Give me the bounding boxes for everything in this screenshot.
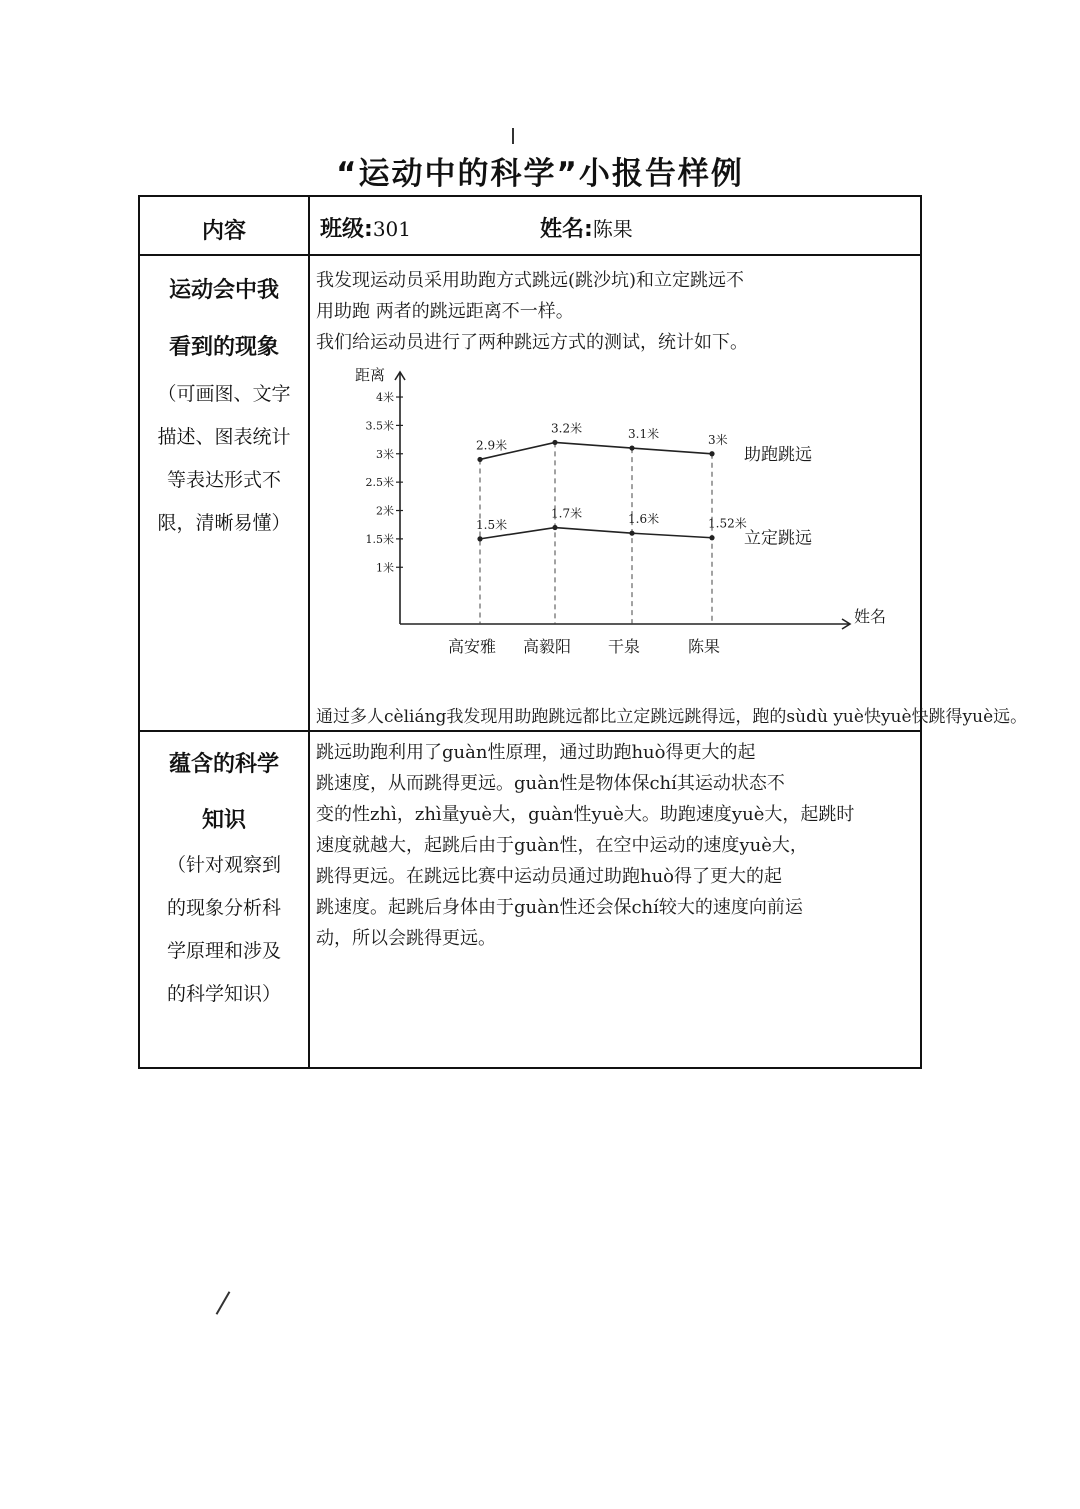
observation-text <box>316 265 920 358</box>
data-point <box>629 531 634 536</box>
section2-label-line2: 知识 <box>201 808 246 833</box>
section1-hint-line: 等表达形式不 <box>166 469 281 491</box>
section1-hint-line: 限，清晰易懂） <box>157 512 291 534</box>
y-tick-label: 2米 <box>376 504 394 518</box>
y-tick-label: 3.5米 <box>365 419 394 433</box>
row-divider-header <box>140 254 920 256</box>
data-label: 3米 <box>708 432 728 447</box>
section1-hint <box>146 373 302 545</box>
data-label: 1.5米 <box>476 517 508 532</box>
science-line: 动，所以会跳得更远。 <box>316 928 496 949</box>
data-point <box>709 451 714 456</box>
pen-mark <box>512 128 514 144</box>
science-line: 跳速度。起跳后身体由于guàn性还会保chí较大的速度向前运 <box>316 897 803 918</box>
observation-line: 我们给运动员进行了两种跳远方式的测试，统计如下。 <box>316 332 748 353</box>
section1-label-line2: 看到的现象 <box>168 335 279 360</box>
data-point <box>477 536 482 541</box>
data-point <box>552 440 557 445</box>
y-tick-label: 4米 <box>376 391 394 405</box>
content-label: 内容 <box>201 219 246 244</box>
section1-hint-line: 描述、图表统计 <box>157 426 291 448</box>
y-tick-label: 1.5米 <box>365 532 394 546</box>
class-label: 班级: <box>320 217 373 242</box>
observation-line: 我发现运动员采用助跑方式跳远(跳沙坑)和立定跳远不 <box>316 270 745 291</box>
row-divider-section <box>140 730 920 732</box>
data-label: 3.2米 <box>551 421 583 436</box>
data-label: 2.9米 <box>476 438 508 453</box>
series-label: 助跑跳远 <box>744 444 812 465</box>
x-tick-label: 高毅阳 <box>522 637 572 656</box>
name-field <box>540 212 633 243</box>
pen-mark <box>216 1291 231 1315</box>
y-tick-label: 1米 <box>376 561 394 575</box>
x-axis-label: 姓名 <box>854 607 887 626</box>
data-point <box>552 525 557 530</box>
series-label: 立定跳远 <box>744 528 812 549</box>
section2-label-line1: 蕴含的科学 <box>168 752 279 777</box>
y-tick-label: 2.5米 <box>365 476 394 490</box>
section2-hint-line: （针对观察到 <box>166 854 281 876</box>
data-point <box>709 535 714 540</box>
report-table <box>138 195 1028 1069</box>
jump-distance-line-chart <box>340 362 910 662</box>
name-value: 陈果 <box>592 217 633 241</box>
science-line: 跳得更远。在跳远比赛中运动员通过助跑huò得了更大的起 <box>316 866 783 887</box>
class-value: 301 <box>372 217 411 241</box>
page-title: “运动中的科学”小报告样例 <box>336 156 744 192</box>
standing-jump-line <box>480 528 712 539</box>
data-label: 1.6米 <box>628 512 660 527</box>
class-field <box>320 212 411 243</box>
data-point <box>477 457 482 462</box>
data-label: 3.1米 <box>628 427 660 442</box>
section1-label-line1: 运动会中我 <box>168 278 279 303</box>
science-line: 跳速度，从而跳得更远。guàn性是物体保chí其运动状态不 <box>316 773 785 794</box>
science-line: 跳远助跑利用了guàn性原理，通过助跑huò得更大的起 <box>316 742 756 763</box>
name-label: 姓名: <box>540 217 593 242</box>
y-tick-label: 3米 <box>376 447 394 461</box>
section2-hint-line: 的现象分析科 <box>166 897 281 919</box>
column-divider <box>308 197 310 1067</box>
y-axis-label: 距离 <box>355 366 386 384</box>
x-tick-label: 高安雅 <box>447 637 497 656</box>
section2-hint <box>146 844 302 1016</box>
science-line: 速度就越大，起跳后由于guàn性，在空中运动的速度yuè大， <box>316 835 808 856</box>
data-label: 1.52米 <box>708 516 747 531</box>
section1-hint-line: （可画图、文字 <box>157 383 291 405</box>
science-text <box>316 737 920 954</box>
data-point <box>629 445 634 450</box>
data-label: 1.7米 <box>551 506 583 521</box>
conclusion-text: 通过多人cèliáng我发现用助跑跳远都比立定跳远跳得远，跑的sùdù yuè快yuè快跳得yuè远。 <box>316 707 1028 727</box>
x-tick-label: 陈果 <box>687 637 721 656</box>
section2-hint-line: 学原理和涉及 <box>166 940 281 962</box>
observation-line: 用助跑 两者的跳远距离不一样。 <box>316 301 574 322</box>
section2-hint-line: 的科学知识） <box>166 983 281 1005</box>
science-line: 变的性zhì，zhì量yuè大，guàn性yuè大。助跑速度yuè大，起跳时 <box>316 804 855 825</box>
run-up-jump-line <box>480 442 712 459</box>
x-tick-label: 干泉 <box>607 637 641 656</box>
